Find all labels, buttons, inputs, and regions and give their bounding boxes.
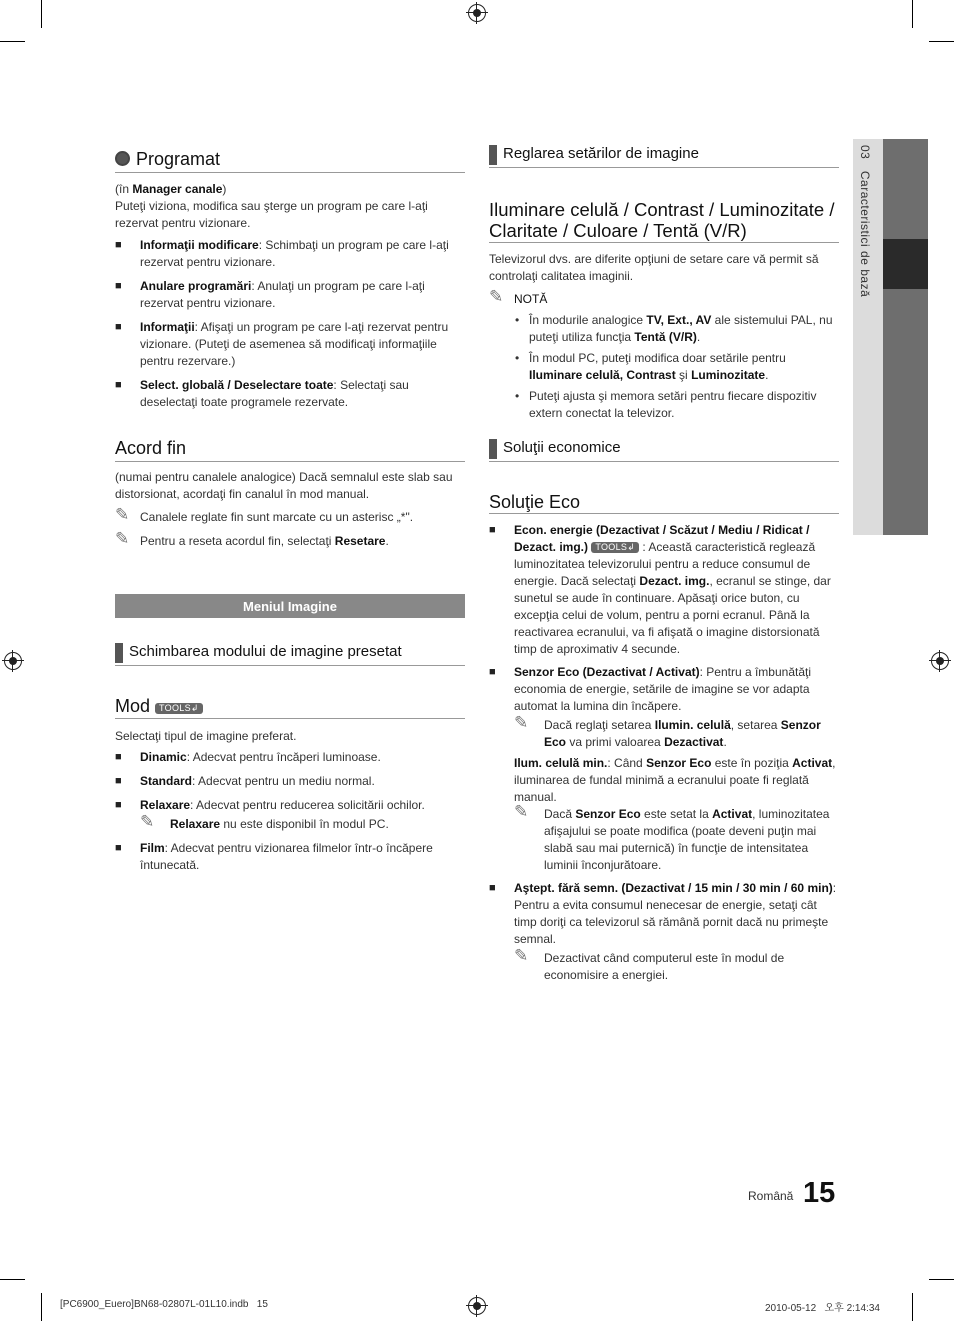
list-item: ■ Select. globală / Deselectare toate: Selectaţi sau deselectaţi toate programele rezervate. — [115, 378, 409, 409]
iluminare-heading: Iluminare celulă / Contrast / Luminozitate / Claritate / Culoare / Tentă (V/R) — [489, 199, 839, 243]
list-item: • În modurile analogice TV, Ext., AV ale sistemului PAL, nu puteţi utiliza funcţia Tentă (V/R). — [515, 313, 833, 344]
crop-mark — [41, 0, 42, 28]
tools-badge-icon: TOOLS↲ — [155, 703, 203, 714]
crop-mark — [929, 41, 954, 42]
note: ✎ Relaxare nu este disponibil în modul PC. — [140, 812, 389, 831]
list-item: • Puteţi ajusta şi memora setări pentru fiecare dispozitiv extern conectat la televizor. — [515, 389, 817, 420]
list-item: ■ Informaţii modificare: Schimbaţi un program pe care l-aţi rezervat pentru vizionare. — [115, 238, 449, 269]
note: ✎ Dacă Senzor Eco este setat la Activat, luminozitatea afişajului se poate modifica (poate deveni puţin mai slabă sau mai puternică) în funcţie de intensitatea luminii înconjurătoare. — [514, 802, 830, 872]
paragraph: Ilum. celulă min.: Când Senzor Eco este în poziţia Activat, iluminarea de fundal minimă a ecranului poate fi reglată manual. — [514, 756, 836, 804]
pencil-note-icon: ✎ — [140, 812, 155, 831]
sidebar-tab-marker — [883, 239, 928, 289]
left-column — [115, 148, 465, 550]
note: ✎ Pentru a reseta acordul fin, selectaţi Resetare. — [115, 529, 389, 548]
mod-heading: Mod TOOLS↲ — [115, 695, 465, 719]
crop-mark — [0, 41, 25, 42]
solutie-eco-heading: Soluţie Eco — [489, 492, 581, 512]
print-date: 2010-05-12 오후 2:14:34 — [765, 1303, 880, 1314]
registration-mark-icon — [931, 652, 949, 670]
pencil-note-icon: ✎ — [514, 946, 529, 965]
left-column-lower — [115, 642, 465, 881]
language-label: Română — [748, 1189, 794, 1203]
crop-mark — [41, 1293, 42, 1321]
list-item: ■ Standard: Adecvat pentru un mediu normal. — [115, 774, 375, 788]
sidebar-tab-dark — [883, 139, 928, 535]
list-item: ■ Relaxare: Adecvat pentru reducerea solicitării ochilor. — [115, 798, 425, 812]
pencil-note-icon: ✎ — [489, 287, 504, 306]
crop-mark — [0, 1279, 25, 1280]
subsection-heading: Schimbarea modului de imagine presetat — [115, 642, 465, 666]
programat-intro: Puteţi viziona, modifica sau şterge un program pe care l-aţi rezervat pentru vizionare. — [115, 199, 428, 230]
clock-icon — [115, 151, 130, 166]
crop-mark — [912, 1293, 913, 1321]
menu-section-bar: Meniul Imagine — [115, 594, 465, 618]
chapter-label: 03 Caracteristici de bază — [858, 145, 872, 298]
acord-fin-heading: Acord fin — [115, 437, 465, 462]
tools-badge-icon: TOOLS↲ — [591, 542, 639, 553]
registration-mark-icon — [468, 1297, 486, 1315]
divider — [489, 513, 839, 514]
registration-mark-icon — [468, 4, 486, 22]
registration-mark-icon — [4, 652, 22, 670]
list-item: • În modul PC, puteţi modifica doar setările pentru Iluminare celulă, Contrast şi Luminozitate. — [515, 351, 786, 382]
programat-heading: Programat — [115, 148, 465, 173]
list-item: ■ Anulare programări: Anulaţi un program pe care l-aţi rezervat pentru vizionare. — [115, 279, 425, 310]
pencil-note-icon: ✎ — [115, 529, 130, 548]
page-number: 15 — [803, 1177, 836, 1209]
iluminare-intro: Televizorul dvs. are diferite opţiuni de setare care vă permit să controlaţi calitatea imaginii. — [489, 252, 819, 283]
list-item: ■ Dinamic: Adecvat pentru încăperi luminoase. — [115, 750, 381, 764]
list-item: ■ Econ. energie (Dezactivat / Scăzut / Mediu / Ridicat / Dezact. img.) TOOLS↲ : Această caracteristică reglează luminozitatea televizorului pentru a reduce consumul de energie. Dacă selectaţi Dezact. img., ecranul se stinge, dar sunetul se aude în continuare. Apăsaţi orice buton, cu excepţia celui de volum, pentru a porni ecranul. Până la reactivarea ecranului, va fi afişată o imagine distorsionată timp de aproximativ 4 secunde. — [489, 523, 831, 656]
list-item: ■ Senzor Eco (Dezactivat / Activat): Pentru a îmbunătăţi economia de energie, setările de imagine se vor adapta automat la lumina din încăpere. — [489, 665, 812, 713]
mod-intro: Selectaţi tipul de imagine preferat. — [115, 729, 297, 743]
subsection-heading: Reglarea setărilor de imagine — [489, 144, 839, 168]
list-item: ■ Aştept. fără semn. (Dezactivat / 15 min / 30 min / 60 min): Pentru a evita consumul nenecesar de energie, setaţi cât timp doriţi ca televizorul să rămână pornit dacă nu primeşte semnal. — [489, 881, 837, 946]
pencil-note-icon: ✎ — [514, 802, 529, 821]
note-heading: ✎ NOTĂ — [489, 287, 548, 306]
subsection-heading: Soluţii economice — [489, 438, 839, 462]
note: ✎ Dacă reglaţi setarea Ilumin. celulă, setarea Senzor Eco va primi valoarea Dezactivat. — [514, 713, 821, 749]
file-info: [PC6900_Euero]BN68-02807L-01L10.indb 15 — [60, 1299, 268, 1310]
right-column — [489, 144, 839, 984]
acord-fin-intro: (numai pentru canalele analogice) Dacă semnalul este slab sau distorsionat, acordaţi fin canalul în mod manual. — [115, 470, 453, 501]
pencil-note-icon: ✎ — [115, 505, 130, 524]
list-item: ■ Informaţii: Afişaţi un program pe care l-aţi rezervat pentru vizionare. (Puteţi de asemenea să modificaţi informaţiile pentru rezervare.) — [115, 320, 449, 368]
crop-mark — [929, 1279, 954, 1280]
list-item: ■ Film: Adecvat pentru vizionarea filmelor într-o încăpere întunecată. — [115, 841, 433, 872]
crop-mark — [912, 0, 913, 28]
note: ✎ Canalele reglate fin sunt marcate cu un asterisc „*". — [115, 505, 414, 524]
pencil-note-icon: ✎ — [514, 713, 529, 732]
programat-context: (în Manager canale) — [115, 182, 227, 196]
note: ✎ Dezactivat când computerul este în modul de economisire a energiei. — [514, 946, 785, 982]
